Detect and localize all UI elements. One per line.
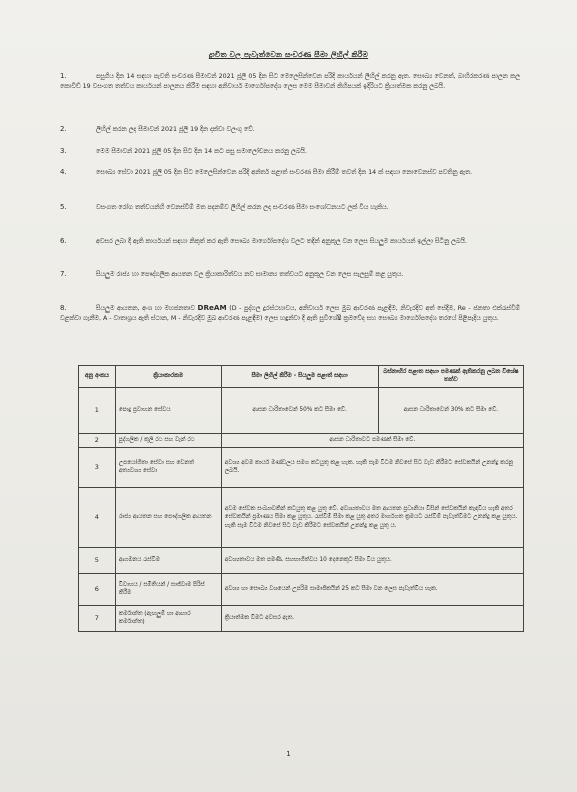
row-activity: උපයෝගිතා සේවා සහ වෙනත් අත්‍යවශ්‍ය සේවා bbox=[115, 447, 221, 487]
paragraph-text: (D - පුද්ගල දුරස්ථභාවය, අනිවාර්ය ලෙස මුඛ ආවරණ පැළඳීම, නිවැරදිව අත් සේදීම, Re - ජනතා එක්රැස්වීම් වළක්වා ගැනීම, A - වාතාශ්‍රය ඇති ස්ථාන, M - නිවැරදිව මුඛ ආවරණ පැළඳීම) ලෙස හඳුන්වා දී ඇති සුවිශේෂී ක්‍රමවේද සහ සෞඛ්‍ය මාර්ගෝපදේශ තරයේ පිළිපැදිය යුතුය. bbox=[60, 305, 520, 322]
header-number: අනු අංකය bbox=[79, 366, 116, 388]
document-title: ද්‍රාවිත වල පැවැත්වෙන සංචරණ සීමා ලිහිල් කිරීම bbox=[208, 50, 369, 59]
row-number: 4 bbox=[79, 487, 116, 547]
table-row bbox=[79, 447, 524, 487]
paragraph-text: සෞඛ්‍ය සේවා 2021 ජූලි 05 දින සිට මෙලෙසින්වෙන පරිදි අන්තර් පළාත් සංචරණ සීමා කිරීම් තවත් දින 14 ක් සඳහා නොවෙනස්ව පවතිනු ඇත. bbox=[96, 169, 473, 176]
paragraph-1 bbox=[60, 72, 520, 91]
row-number: 2 bbox=[79, 433, 116, 447]
row-limit: අවශ්‍යතාවය මත පමණි. සහභාගීත්වය 10 දෙනෙකුට සීමා විය යුතුය. bbox=[221, 547, 523, 573]
table-row bbox=[79, 547, 524, 573]
paragraph-7 bbox=[60, 270, 520, 280]
paragraph-2 bbox=[60, 125, 520, 135]
paragraph-text: වසංගත රෝග තත්වයන්හි වෙනස්වීම් මත පදනම්ව ලිහිල් කරන ලද සංචරණ සීමා සංශෝධනයට ලක් විය හැකිය. bbox=[96, 204, 389, 211]
row-activity: රාජ්‍ය ආයතන සහ පෞද්ගලික ආයතන bbox=[115, 487, 221, 547]
row-number: 5 bbox=[79, 547, 116, 573]
row-activity: ආගමනය රැස්වීම bbox=[115, 547, 221, 573]
paragraph-5 bbox=[60, 203, 520, 213]
header-all-provinces: සීමා ලිහිල් කිරීම - සියලුම පළාත් සඳහා bbox=[221, 366, 378, 388]
header-western-province: බස්නාහිර පළාත සඳහා පමණක් ඇතිකරනු ලබන විශේෂ තත්ව bbox=[378, 366, 523, 388]
paragraph-number: 4. bbox=[60, 168, 67, 176]
row-condition: ආසන ධාරිතාවෙන් 30% කට සීමා වේ. bbox=[378, 387, 523, 433]
restrictions-table bbox=[78, 365, 524, 632]
paragraph-6 bbox=[60, 237, 520, 247]
page-number: 1 bbox=[286, 750, 291, 758]
row-activity: පොදු ප්‍රවාහන සේවය bbox=[115, 387, 221, 433]
table-row bbox=[79, 487, 524, 547]
paragraph-text: පසුගිය දින 14 සඳහා පැවති සංචරණ සීමාවන් 2021 ජූලි 05 දින සිට මෙලෙසින්වෙන පරිදි කාර්යයන් ලිහිල් කරනු ඇත. සෞඛ්‍ය වෙනත්, බාහිරකරණ පාලන කල කොවිඩ් 19 වසංගත තත්වය කාර්යයන් පාලනය කිරීම සඳහා අනිවාර්ය මාර්ගෝපදේශ ලෙස මෙම සීමාවන් කිහිපයක් ඉදිරියට ක්‍රියාත්මක කරනු ලබයි. bbox=[60, 73, 520, 90]
row-number: 7 bbox=[79, 605, 116, 631]
row-limit: ආසන ධාරිතාවෙන් 50% කට සීමා වේ. bbox=[221, 387, 378, 433]
paragraph-number: 1. bbox=[60, 72, 67, 80]
paragraph-text: සියලුම රාජ්‍ය හා පෞද්ගලික ආයතන වල ක්‍රියාකාරිත්වය නව සාමාන්‍ය තත්වයට අනුකූල වන ලෙස සැලසුම් කළ යුතුය. bbox=[96, 271, 404, 278]
table-row bbox=[79, 387, 524, 433]
table-row bbox=[79, 605, 524, 631]
paragraph-number: 5. bbox=[60, 203, 67, 211]
row-number: 6 bbox=[79, 573, 116, 605]
dream-acronym: DReAM bbox=[197, 303, 227, 312]
paragraph-number: 3. bbox=[60, 147, 67, 155]
paragraph-4 bbox=[60, 168, 520, 178]
paragraph-8 bbox=[60, 303, 520, 323]
paragraph-number: 6. bbox=[60, 237, 67, 245]
paragraph-text: සියලුම ආයතන, අංශ හා මහජනතාව bbox=[96, 305, 195, 312]
row-limit: අවම සේවක සංඛ්‍යාවකින් කටයුතු කළ යුතු වේ. අවශ්‍යතාවය මත ආයතන ප්‍රධානියා විසින් සේවකයින් කැඳවිය හැකි අතර සේවකයින් ප්‍රමාණය සීමා කළ යුතුය. රැස්වීම් සීමා කළ යුතු අතර මාර්ගගත ක්‍රමයට රැස්වීම් පැවැත්වීමට උනන්දු කළ යුතුය. හැකි සෑම විටම නිවසේ සිට වැඩ කිරීමට සේවකයින් උනන්දු කළ යුතු ය. bbox=[221, 487, 523, 547]
paragraph-text: ලිහිල් කරන ලද සීමාවන් 2021 ජූලි 19 දින දක්වා වලංගු වේ. bbox=[96, 126, 255, 133]
table-row bbox=[79, 433, 524, 447]
paragraph-text: අවසර ලබා දී ඇති කාර්යයන් සඳහා නිකුත් කර ඇති සෞඛ්‍ය මාර්ගෝපදේශ වලට තදින් අනුකූල වන ලෙස සියලුම කාර්යයන් ඉල්ලා සිටිනු ලබයි. bbox=[96, 238, 467, 245]
row-number: 3 bbox=[79, 447, 116, 487]
row-activity: කර්මාන්ත (ඇඟලුම් හා ආහාර කර්මාන්ත) bbox=[115, 605, 221, 631]
table-header-row bbox=[79, 366, 524, 388]
row-limit: ආසන ධාරිතාවට පමණක් සීමා වේ. bbox=[221, 433, 523, 447]
paragraph-number: 8. bbox=[60, 304, 67, 312]
row-limit: ක්‍රියාත්මක වීමට අවසර ඇත. bbox=[221, 605, 523, 631]
row-activity: විවාහය / සමිතියන් / සාජ්වාම පිරිස් කිරීම bbox=[115, 573, 221, 605]
row-limit: අවශ්‍ය අවම කාර්ය මණ්ඩලය සමග කටයුතු කළ හැක. හැකි සෑම විටම නිවසේ සිට වැඩ කිරීමට සේවකයින් උනන්දු කරනු ලබයි. bbox=[221, 447, 523, 487]
row-number: 1 bbox=[79, 387, 116, 433]
paragraph-number: 7. bbox=[60, 270, 67, 278]
paragraph-number: 2. bbox=[60, 125, 67, 133]
header-activity: ක්‍රියාකාරකම bbox=[115, 366, 221, 388]
paragraph-3 bbox=[60, 147, 520, 157]
paragraph-text: මෙම සීමාවන් 2021 ජූලි 05 දින සිට දින 14 කට පසු සමාලෝචනය කරනු ලබයි. bbox=[96, 148, 307, 155]
row-limit: අවශ්‍ය හා සෞඛ්‍ය වශයෙන් උපරිම සාමාජිකයින් 25 කට සීමා වන ලෙස පැවැත්විය හැක. bbox=[221, 573, 523, 605]
row-activity: පුද්ගලික / කුලී රථ සහ වෑන් රථ bbox=[115, 433, 221, 447]
table-row bbox=[79, 573, 524, 605]
